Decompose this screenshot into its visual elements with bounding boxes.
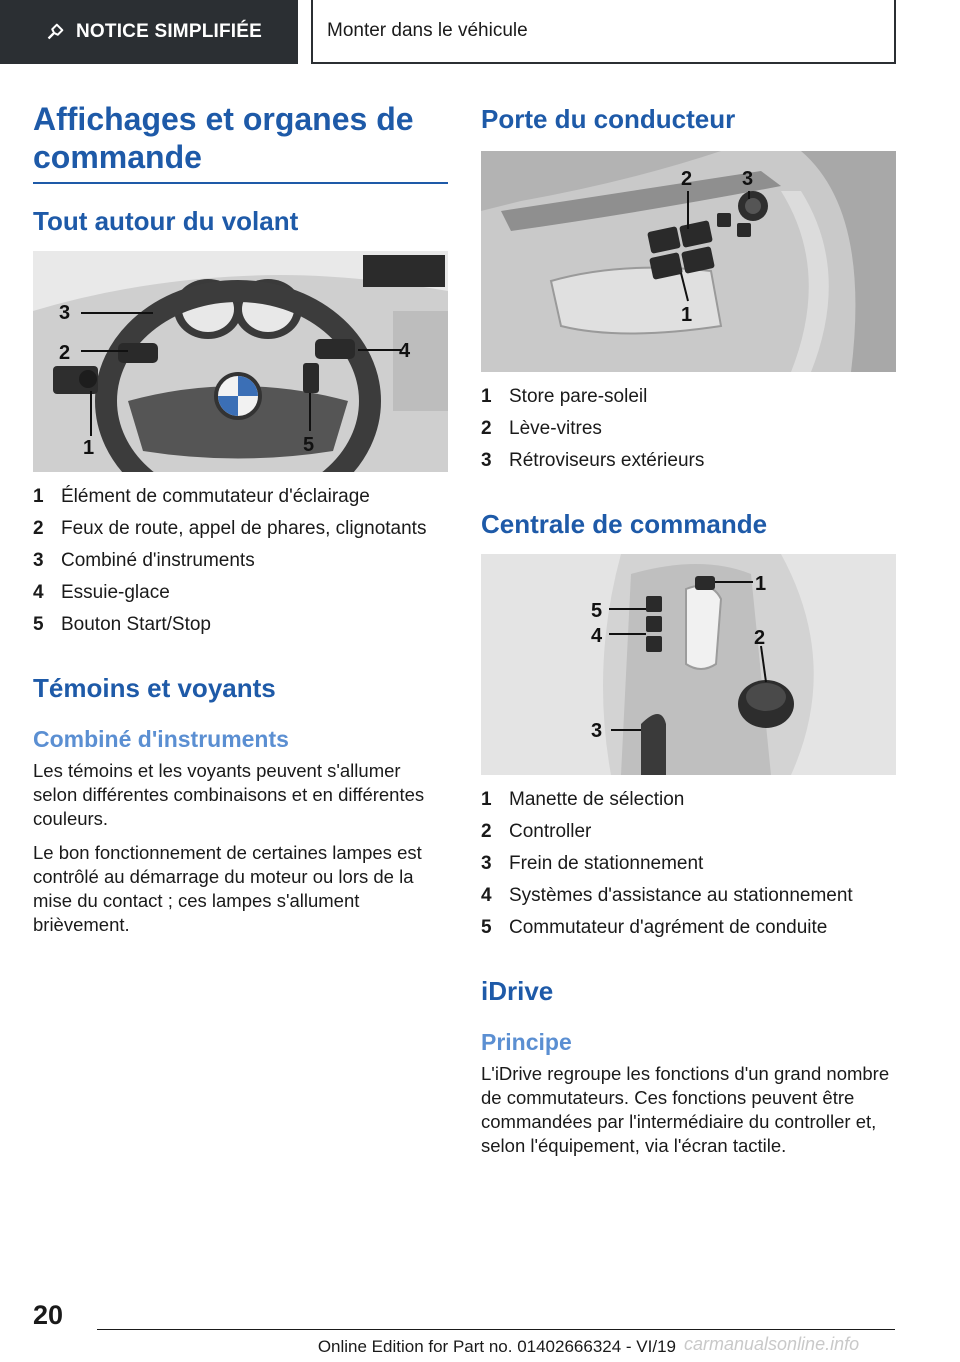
list-porte (481, 381, 896, 477)
title-rule (33, 182, 448, 184)
callout-5: 5 (303, 434, 315, 456)
header-tab-label: NOTICE SIMPLIFIÉE (76, 21, 263, 42)
heading-combine: Combiné d'instruments (33, 726, 289, 752)
list-item: 2 Controller (481, 821, 592, 842)
callout-3: 3 (742, 168, 754, 190)
callout-4: 4 (399, 340, 411, 362)
list-item: 3 Frein de stationnement (481, 853, 704, 874)
list-item: 3 Rétroviseurs extérieurs (481, 450, 705, 471)
figure-driver-door (481, 151, 896, 372)
figure-steering-wheel (33, 251, 448, 472)
list-item: 5 Bouton Start/Stop (33, 614, 211, 635)
heading-porte: Porte du conducteur (481, 104, 736, 134)
list-item: 1 Store pare-soleil (481, 386, 648, 407)
paragraph-temoins-1: Les témoins et les voyants peuvent s'allumer selon différentes combinaisons et en différentes couleurs. (33, 760, 425, 829)
list-item: 5 Commutateur d'agrément de conduite (481, 917, 828, 938)
page-title: Affichages et organes de commande (33, 101, 414, 175)
heading-volant: Tout autour du volant (33, 206, 299, 236)
page-number: 20 (33, 1300, 64, 1330)
list-item: 1 Manette de sélection (481, 789, 685, 810)
list-item: 4 Essuie-glace (33, 582, 170, 603)
footer-rule (97, 1329, 895, 1330)
edition-note: Online Edition for Part no. 01402666324 - VI/19 (317, 1337, 676, 1356)
left-column (33, 100, 448, 937)
list-item: 4 Systèmes d'assistance au stationnement (481, 885, 853, 906)
list-item: 1 Élément de commutateur d'éclairage (33, 486, 370, 507)
heading-temoins: Témoins et voyants (33, 673, 276, 703)
right-column (481, 100, 896, 1158)
callout-4: 4 (591, 625, 603, 647)
callout-3: 3 (59, 302, 71, 324)
callout-5: 5 (591, 600, 603, 622)
figure-center-console (481, 554, 896, 775)
callout-2: 2 (59, 342, 71, 364)
callout-1: 1 (755, 573, 767, 595)
watermark: carmanualsonline.info (684, 1334, 860, 1354)
heading-principe: Principe (481, 1029, 572, 1055)
list-centrale (481, 784, 896, 944)
list-item: 2 Feux de route, appel de phares, clignotants (33, 518, 427, 539)
list-volant (33, 481, 448, 641)
callout-2: 2 (754, 627, 766, 649)
callout-2: 2 (681, 168, 693, 190)
callout-1: 1 (83, 437, 95, 459)
callout-1: 1 (681, 304, 693, 326)
callout-3: 3 (591, 720, 603, 742)
list-item: 2 Lève-vitres (481, 418, 602, 439)
paragraph-temoins-2: Le bon fonctionnement de certaines lampes est contrôlé au démarrage du moteur ou lors de la mise du contact ; ces lampes s'allument brièvement. (33, 842, 422, 935)
paragraph-idrive: L'iDrive regroupe les fonctions d'un grand nombre de commutateurs. Ces fonctions peuvent être commandées par l'intermédiaire du controller et, selon l'équipement, via l'écran tactile. (481, 1063, 890, 1156)
heading-centrale: Centrale de commande (481, 509, 768, 539)
heading-idrive: iDrive (481, 976, 554, 1006)
list-item: 3 Combiné d'instruments (33, 550, 255, 571)
header-section-title: Monter dans le véhicule (311, 0, 896, 64)
pin-icon (44, 21, 66, 43)
header-tab (0, 0, 298, 64)
